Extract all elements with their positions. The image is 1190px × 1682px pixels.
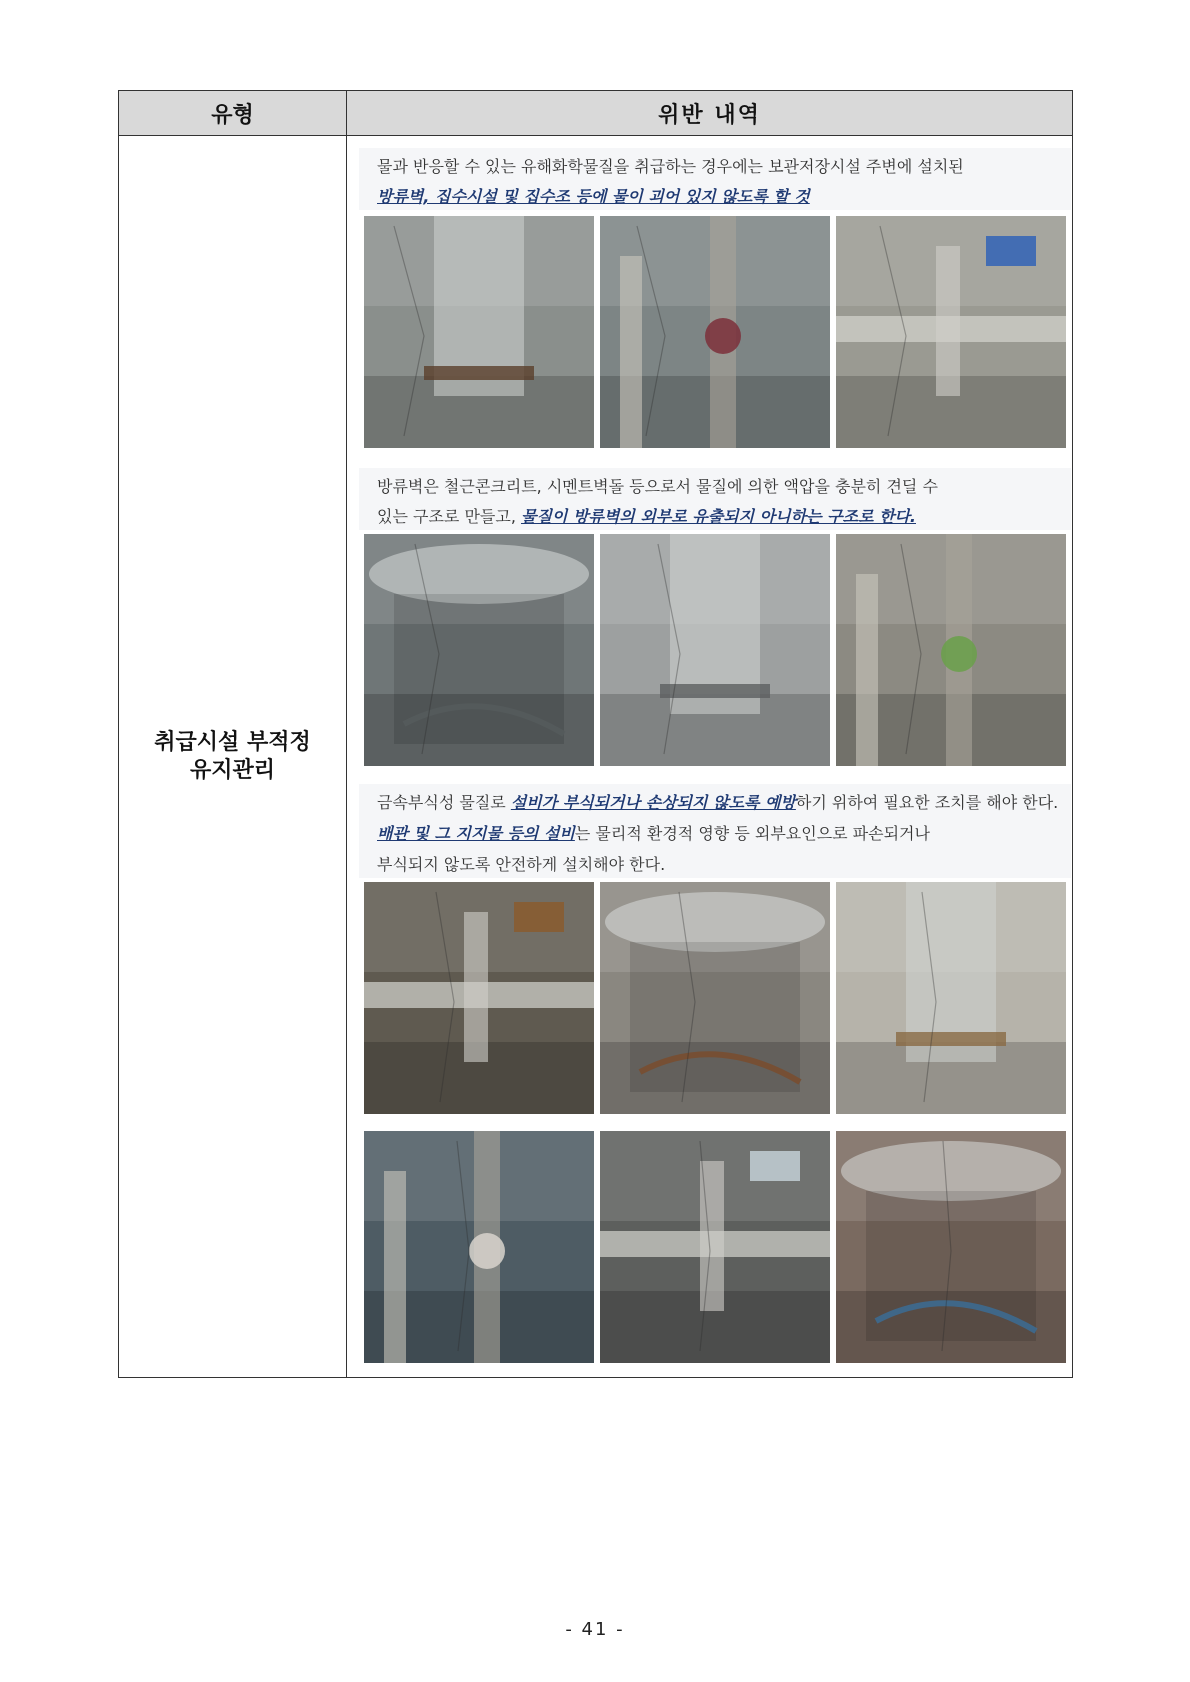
section-2-text-panel <box>359 468 1071 530</box>
type-label-line1: 취급시설 부적정 <box>154 729 311 755</box>
text-segment: 있는 구조로 만들고, <box>377 507 521 526</box>
text-segment: 방류벽은 철근콘크리트, 시멘트벽돌 등으로서 물질에 의한 액압을 충분히 견딜 수 <box>377 477 938 496</box>
photo-image <box>364 882 594 1114</box>
section-2-line-1 <box>377 474 938 497</box>
photo-image <box>600 882 830 1114</box>
text-segment: 물과 반응할 수 있는 유해화학물질을 취급하는 경우에는 보관저장시설 주변에 설치된 <box>377 157 964 176</box>
photo-image <box>836 882 1066 1114</box>
section-3-text-panel <box>359 784 1071 878</box>
text-segment: 는 물리적 환경적 영향 등 외부요인으로 파손되거나 <box>574 824 930 843</box>
photo-image <box>836 534 1066 766</box>
table-header-row <box>119 91 1072 136</box>
photo-tank-base-rags <box>600 216 830 448</box>
section-1-line-1 <box>377 154 964 177</box>
photo-cracked-wall <box>364 534 594 766</box>
text-segment: 부식되지 않도록 안전하게 설치해야 한다. <box>377 855 666 874</box>
photo-tank-dike-water <box>364 216 594 448</box>
photo-image <box>364 1131 594 1363</box>
photo-storage-tank <box>600 1131 830 1363</box>
photo-image <box>600 216 830 448</box>
emphasis-segment: 설비가 부식되거나 손상되지 않도록 예방 <box>510 793 796 812</box>
type-cell <box>119 136 347 1377</box>
photo-pump-corrosion <box>836 1131 1066 1363</box>
violation-table <box>118 90 1073 1378</box>
photo-image <box>836 1131 1066 1363</box>
emphasis-segment: 방류벽, 집수시설 및 집수조 등에 물이 괴어 있지 않도록 할 것 <box>377 187 810 206</box>
header-type: 유형 <box>119 91 347 135</box>
photo-image <box>600 534 830 766</box>
photo-rusted-pipes-1 <box>364 882 594 1114</box>
section-2-line-2 <box>377 504 916 527</box>
emphasis-segment: 배관 및 그 지지물 등의 설비 <box>377 824 575 843</box>
text-segment: 금속부식성 물질로 <box>377 793 511 812</box>
emphasis-segment: 물질이 방류벽의 외부로 유출되지 아니하는 구조로 한다. <box>521 507 916 526</box>
type-label-line2: 유지관리 <box>189 757 275 783</box>
photo-corroded-valves <box>364 1131 594 1363</box>
details-cell <box>347 136 1072 1377</box>
text-segment: 하기 위하여 필요한 조치를 해야 한다. <box>795 793 1059 812</box>
section-1-line-2 <box>377 184 810 207</box>
photo-image <box>836 216 1066 448</box>
page-number: - 41 - <box>565 1619 625 1640</box>
photo-image <box>600 1131 830 1363</box>
photo-tank-support-rust <box>836 882 1066 1114</box>
photo-image <box>364 534 594 766</box>
section-3-line-1 <box>377 790 1058 813</box>
photo-cracked-curb <box>600 534 830 766</box>
header-violation-details: 위반 내역 <box>658 102 761 128</box>
section-3-line-3 <box>377 852 665 875</box>
photo-fence-gravel <box>836 534 1066 766</box>
photo-rusted-pipes-2 <box>600 882 830 1114</box>
photo-image <box>364 216 594 448</box>
photo-pipe-valve-blue-hose <box>836 216 1066 448</box>
section-1-text-panel <box>359 148 1071 210</box>
section-3-line-2 <box>377 821 930 844</box>
